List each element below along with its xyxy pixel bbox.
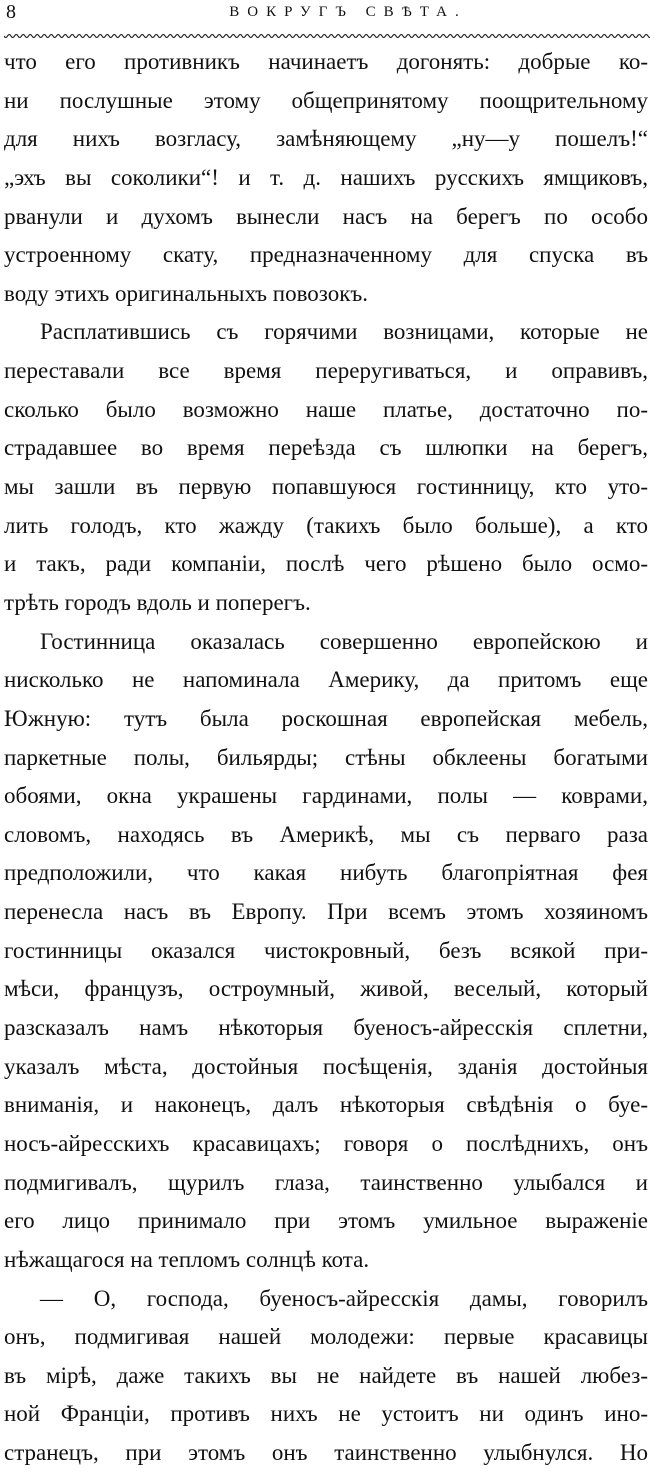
text-line: странецъ, при этомъ онъ таинственно улыбнулся. Но [4, 1440, 648, 1466]
text-line: страдавшее во время переѣзда съ шлюпки на берегъ, [4, 435, 648, 461]
text-line: предположили, что какая нибуть благопріятная фея [4, 860, 648, 886]
text-line: Южную: тутъ была роскошная европейская мебель, [4, 705, 648, 731]
text-line: и такъ, ради компаніи, послѣ чего рѣшено было осмо- [4, 551, 648, 577]
text-line: носъ-айресскихъ красавицахъ; говоря о послѣднихъ, онъ [4, 1130, 648, 1156]
text-line: лить голодъ, кто жажду (такихъ было больше), а кто [4, 512, 648, 538]
text-line: переставали все время переругиваться, и оправивъ, [4, 358, 648, 384]
text-line: его лицо принимало при этомъ умильное выраженіе [4, 1208, 648, 1234]
running-title: ВОКРУГЪ СВѢТА. [229, 4, 467, 20]
text-line: — О, господа, буеносъ-айресскія дамы, говорилъ [40, 1285, 648, 1311]
text-line: трѣть городъ вдоль и поперегъ. [4, 589, 311, 615]
text-line: устроенному скату, предназначенному для спуска въ [4, 242, 648, 268]
header-wavy-rule [4, 32, 650, 40]
text-line: нѣжащагося на тепломъ солнцѣ кота. [4, 1246, 370, 1272]
page-header [4, 0, 652, 28]
text-line: паркетные полы, бильярды; стѣны обклеены богатыми [4, 744, 648, 770]
text-line: сколько было возможно наше платье, достаточно по- [4, 396, 648, 422]
text-line: Расплатившись съ горячими возницами, которые не [40, 319, 648, 345]
text-line: нисколько не напоминала Америку, да притомъ еще [4, 667, 648, 693]
text-line: мы зашли въ первую попавшуюся гостинницу, кто уто- [4, 474, 648, 500]
text-line: „эхъ вы соколики“! и т. д. нашихъ русскихъ ямщиковъ, [4, 164, 648, 190]
text-line: словомъ, находясь въ Америкѣ, мы съ перваго раза [4, 821, 648, 847]
text-line: Гостинница оказалась совершенно европейскою и [40, 628, 648, 654]
text-line: ной Франціи, противъ нихъ не устоитъ ни одинъ ино- [4, 1401, 648, 1427]
text-line: что его противникъ начинаетъ догонять: добрые ко- [4, 49, 648, 74]
text-line: гостинницы оказался чистокровный, безъ всякой при- [4, 937, 648, 963]
text-line: обоями, окна украшены гардинами, полы — коврами, [4, 783, 648, 809]
text-line: въ мірѣ, даже такихъ вы не найдете въ нашей любез- [4, 1362, 648, 1388]
text-line: рванули и духомъ вынесли насъ на берегъ по особо [4, 203, 648, 229]
text-line: вниманія, и наконецъ, далъ нѣкоторыя свѣдѣнія о буе- [4, 1092, 648, 1118]
page-number: 8 [6, 1, 16, 23]
text-line: для нихъ возгласу, замѣняющему „ну—у пошелъ!“ [4, 126, 648, 152]
text-line: разсказалъ намъ нѣкоторыя буеносъ-айресскія сплетни, [4, 1015, 648, 1041]
text-line: воду этихъ оригинальныхъ повозокъ. [4, 280, 369, 306]
text-line: онъ, подмигивая нашей молодежи: первые красавицы [4, 1324, 648, 1350]
text-line: перенесла насъ въ Европу. При всемъ этомъ хозяиномъ [4, 899, 648, 925]
body-text [4, 43, 648, 1473]
text-line: ни послушные этому общепринятому поощрительному [4, 87, 648, 113]
text-line: указалъ мѣста, достойныя посѣщенія, зданія достойныя [4, 1053, 648, 1079]
text-line: мѣси, французъ, остроумный, живой, веселый, который [4, 976, 648, 1002]
text-line: подмигивалъ, щурилъ глаза, таинственно улыбался и [4, 1169, 648, 1195]
